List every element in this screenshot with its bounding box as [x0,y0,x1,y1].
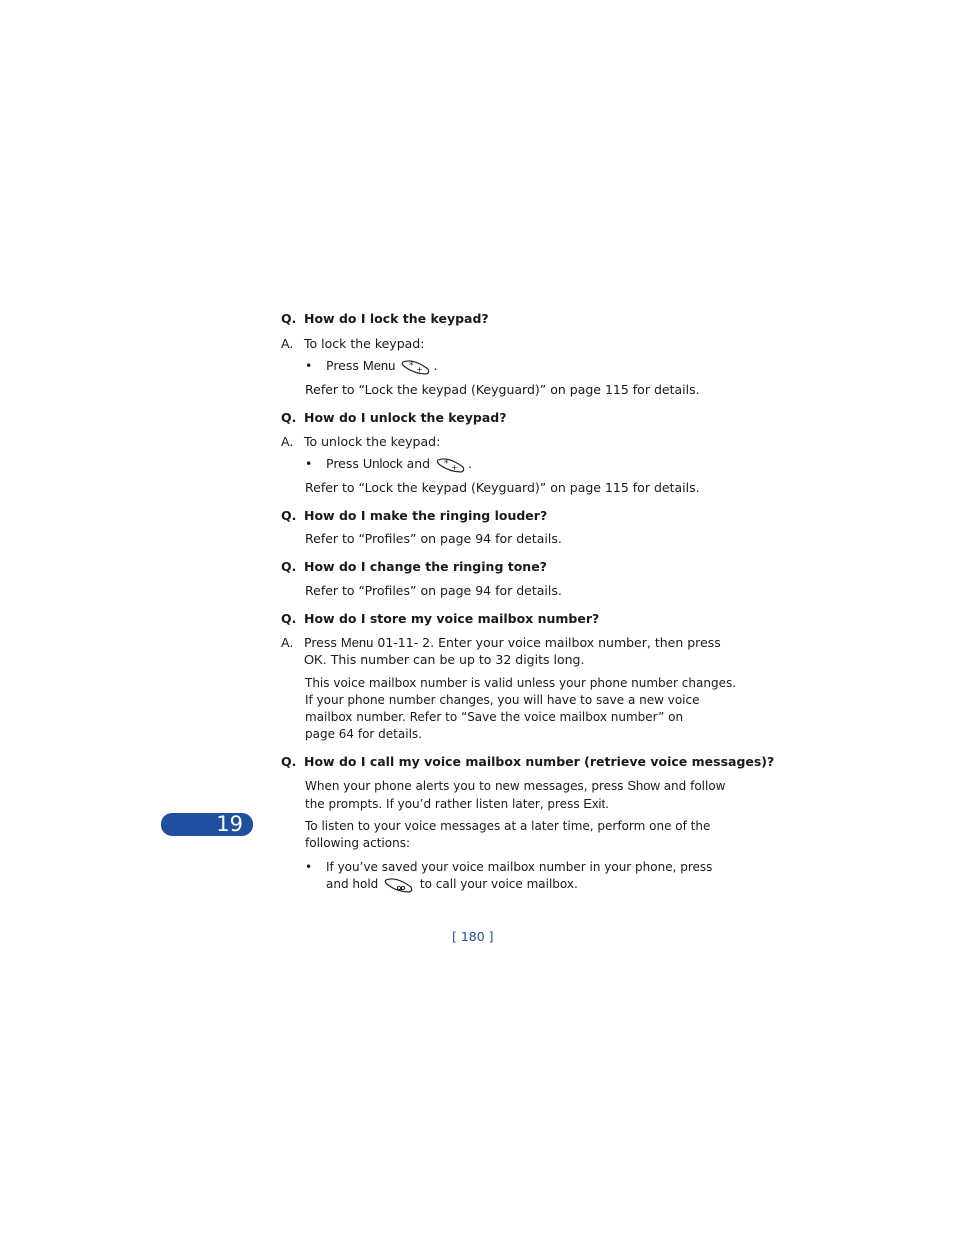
answer-lock-keypad [281,335,424,352]
reference-ringing-louder: Refer to “Profiles” on page 94 for details. [305,531,562,546]
question-store-mailbox [281,611,599,626]
answer-text: 01-11- 2. Enter your voice mailbox number, then press [373,635,721,650]
chapter-tab [161,813,253,836]
question-call-mailbox [281,754,774,769]
note-mailbox-line2: If your phone number changes, you will have to save a new voice [305,693,700,707]
bullet-text: Press [326,358,363,373]
bullet-text: Press [326,456,363,471]
question-text: How do I call my voice mailbox number (retrieve voice messages)? [304,754,775,769]
answer-call-mailbox-line2 [305,795,609,813]
question-text: How do I change the ringing tone? [304,559,547,574]
answer-text: Press [304,635,341,650]
question-prefix: Q. [281,559,297,574]
voicemail-key-icon [384,877,414,893]
note-mailbox-line4: page 64 for details. [305,727,422,741]
exit-key-label: Exit [583,796,606,811]
answer-prefix: A. [281,434,294,449]
bullet-text-and: and [402,456,435,471]
question-prefix: Q. [281,611,297,626]
note-mailbox-line3: mailbox number. Refer to “Save the voice mailbox number” on [305,710,684,724]
reference-ringing-tone: Refer to “Profiles” on page 94 for details. [305,583,562,598]
bullet-text: If you’ve saved your voice mailbox number in your phone, press [326,860,713,874]
question-prefix: Q. [281,754,297,769]
listen-later-line1: To listen to your voice messages at a later time, perform one of the [305,819,711,833]
answer-store-mailbox-line2 [304,651,584,668]
show-key-label: Show [627,778,660,793]
listen-later-line2: following actions: [305,836,410,850]
bullet-press-hold-line2 [326,876,578,893]
bullet-press-unlock [305,455,472,473]
answer-text: . [605,797,609,811]
question-prefix: Q. [281,508,297,523]
svg-text:*: * [444,458,449,469]
question-ringing-tone [281,559,547,574]
answer-prefix: A. [281,635,294,650]
answer-unlock-keypad [281,433,440,450]
menu-key-label: Menu [362,358,396,373]
reference-lock-keypad: Refer to “Lock the keypad (Keyguard)” on page 115 for details. [305,382,700,397]
menu-key-label: Menu [340,635,374,650]
reference-unlock-keypad: Refer to “Lock the keypad (Keyguard)” on page 115 for details. [305,480,700,495]
ok-key-label: OK [304,652,323,667]
bullet-text: and hold [326,877,383,891]
bullet-dot: • [305,860,313,874]
answer-store-mailbox-line1 [281,634,721,651]
page-number: [ 180 ] [452,929,494,944]
bullet-dot: • [305,358,313,373]
bullet-press-hold-line1 [305,859,712,876]
svg-text:*: * [409,360,414,371]
unlock-key-label: Unlock [362,456,403,471]
question-text: How do I store my voice mailbox number? [304,611,600,626]
question-lock-keypad [281,311,489,326]
star-key-icon [436,457,466,473]
answer-prefix: A. [281,336,294,351]
star-key-icon [401,359,431,375]
question-unlock-keypad [281,410,506,425]
question-prefix: Q. [281,410,297,425]
answer-call-mailbox-line1 [305,777,726,795]
answer-text: and follow [659,779,726,793]
answer-text: the prompts. If you’d rather listen later, press [305,797,584,811]
svg-text:+: + [451,462,458,472]
svg-text:+: + [416,364,424,374]
answer-text: To unlock the keypad: [304,434,441,449]
question-text: How do I lock the keypad? [304,311,489,326]
bullet-period: . [433,358,438,373]
bullet-press-menu [305,357,437,375]
bullet-period: . [468,456,473,471]
answer-text: When your phone alerts you to new messages, press [305,779,628,793]
bullet-text: to call your voice mailbox. [416,877,578,891]
question-text: How do I unlock the keypad? [304,410,507,425]
question-text: How do I make the ringing louder? [304,508,548,523]
bullet-dot: • [305,456,313,471]
note-mailbox-line1: This voice mailbox number is valid unless your phone number changes. [305,676,737,690]
answer-text: To lock the keypad: [304,336,425,351]
question-prefix: Q. [281,311,297,326]
question-ringing-louder [281,508,547,523]
chapter-number: 19 [216,812,243,836]
answer-text: . This number can be up to 32 digits long. [322,652,585,667]
